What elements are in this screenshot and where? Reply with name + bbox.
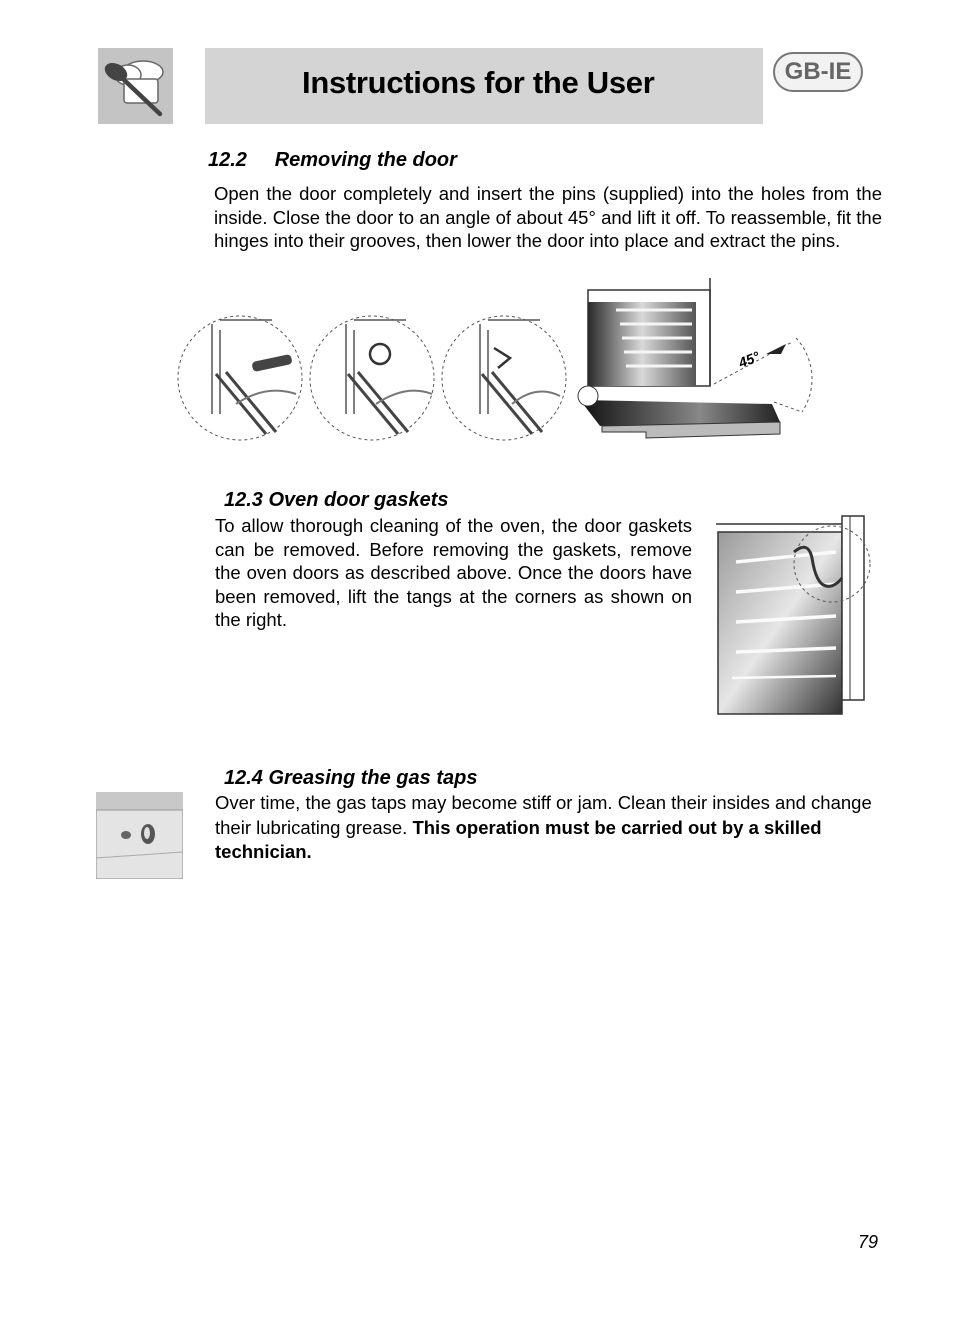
page-title: Instructions for the User bbox=[302, 65, 655, 100]
oven-door-open-figure bbox=[578, 278, 812, 438]
gas-taps-body-text: Over time, the gas taps may become stiff or jam. Clean their insides and change their lubricating grease. bbox=[215, 792, 872, 838]
section-heading-door-gaskets: 12.3 Oven door gaskets bbox=[224, 489, 449, 511]
section-body-gas-taps bbox=[215, 791, 885, 865]
region-badge: GB-IE bbox=[773, 52, 863, 92]
section-body-door-gaskets: To allow thorough cleaning of the oven, the door gaskets can be removed. Before removing the gaskets, remove the oven doors as described above. Once the doors have been removed, lift the tangs at the corners as shown on the right. bbox=[215, 515, 692, 630]
spoon-chef-hat-icon bbox=[98, 48, 173, 124]
hinge-detail-3 bbox=[442, 316, 566, 440]
hinge-detail-1 bbox=[178, 316, 302, 440]
page-number: 79 bbox=[858, 1232, 879, 1252]
door-removal-figure bbox=[176, 274, 816, 444]
gas-taps-warning-text: This operation must be carried out by a skilled technician. bbox=[215, 816, 822, 862]
section-body-removing-door: Open the door completely and insert the pins (supplied) into the holes from the inside. Close the door to an angle of about 45° and lift it off. To reassemble, fit the hinges into their grooves, then lower the door into place and extract the pins. bbox=[214, 183, 882, 251]
brand-logo bbox=[98, 48, 173, 124]
gas-tap-figure bbox=[96, 792, 183, 879]
door-removal-illustration bbox=[176, 274, 816, 444]
angle-label: 45° bbox=[736, 348, 762, 371]
section-heading-removing-door: 12.2 Removing the door bbox=[208, 149, 457, 171]
section-heading-gas-taps: 12.4 Greasing the gas taps bbox=[224, 767, 478, 789]
gas-tap-knob-icon bbox=[96, 792, 183, 879]
oven-gasket-illustration bbox=[714, 512, 878, 718]
hinge-detail-2 bbox=[310, 316, 434, 440]
header-title-bar bbox=[205, 48, 763, 124]
door-gasket-figure bbox=[714, 512, 878, 718]
